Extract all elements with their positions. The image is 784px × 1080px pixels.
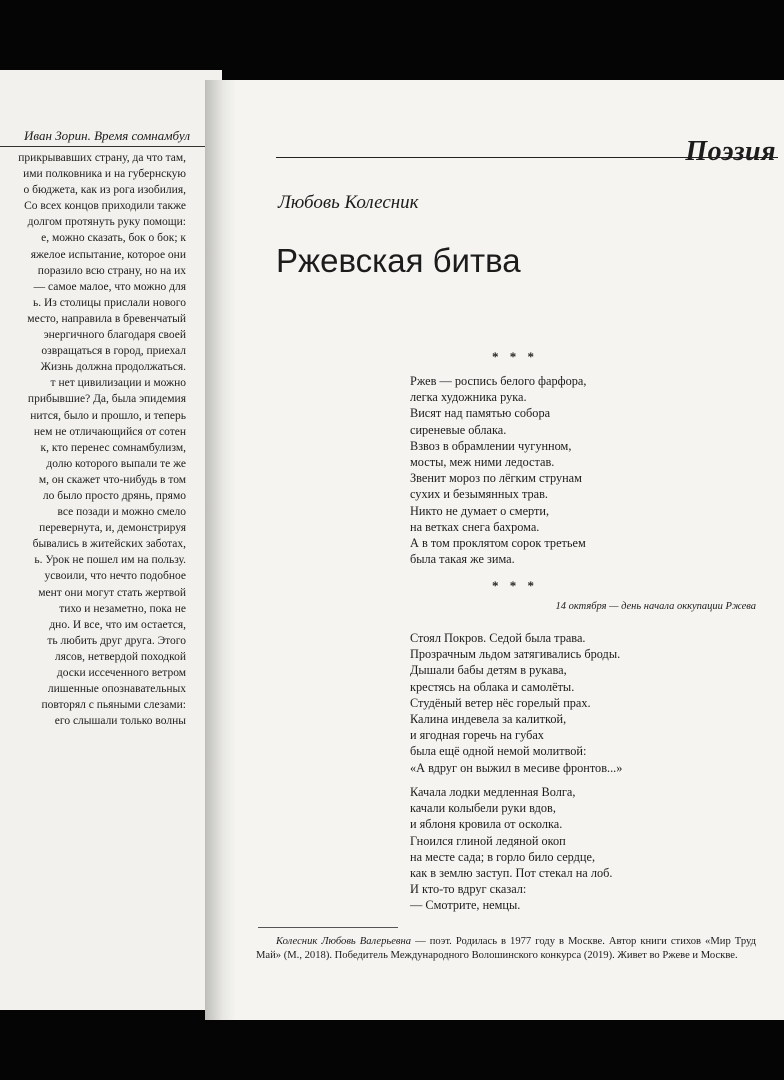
text-line: Жизнь должна продолжаться. (40, 361, 186, 374)
poem-line: Звенит мороз по лёгким струнам (410, 471, 582, 486)
poem-line: сухих и безымянных трав. (410, 487, 548, 502)
text-line: ь. Урок не пошел им на пользу. (34, 554, 186, 567)
text-line: место, направила в бревенчатый (27, 312, 186, 325)
text-line: энергичного благодаря своей (43, 329, 186, 342)
epigraph: 14 октября — день начала оккупации Ржева (555, 601, 756, 612)
poem-line: качали колыбели руки вдов, (410, 801, 556, 816)
poem-line: Студёный ветер нёс горелый прах. (410, 695, 591, 710)
poem-line: Никто не думает о смерти, (410, 503, 550, 518)
text-line: — самое малое, что можно для (33, 280, 186, 293)
book-gutter (205, 80, 235, 1020)
author-name: Любовь Колесник (278, 192, 419, 213)
poem-line: Прозрачным льдом затягивались броды. (410, 647, 621, 662)
poem-line: и ягодная горечь на губах (410, 728, 544, 743)
left-page (0, 70, 222, 1010)
text-line: Со всех концов приходили также (24, 200, 186, 213)
poem-2-stanza-1 (410, 630, 622, 776)
poem-line: — Смотрите, немцы. (410, 898, 521, 913)
section-title: Поэзия (685, 136, 776, 167)
poem-line: была ещё одной немой молитвой: (410, 744, 587, 759)
text-line: яжелое испытание, которое они (30, 248, 186, 261)
text-line: повторял с пьяными слезами: (41, 699, 186, 712)
text-line: прибывшие? Да, была эпидемия (27, 393, 186, 406)
poem-title: Ржевская битва (276, 242, 521, 279)
footnote-rule (258, 927, 398, 928)
stars-divider-1: * * * (492, 349, 538, 364)
stars-divider-2: * * * (492, 578, 538, 593)
poem-line: Взвоз в обрамлении чугунном, (410, 438, 572, 453)
poem-line: и яблоня кровила от осколка. (410, 817, 563, 832)
text-line: бывались в житейских заботах, (32, 538, 186, 551)
text-line: о бюджета, как из рога изобилия, (23, 184, 186, 197)
text-line: его слышали только волны (54, 715, 186, 728)
text-line: долгом протянуть руку помощи: (27, 216, 186, 229)
poem-line: была такая же зима. (410, 552, 515, 567)
poem-line: как в землю заступ. Пот стекал на лоб. (410, 865, 613, 880)
poem-line: Стоял Покров. Седой была трава. (410, 631, 586, 645)
text-line: все позади и можно смело (57, 506, 186, 519)
text-line: поразило всю страну, но на их (37, 264, 186, 277)
text-line: ть любить друг друга. Этого (47, 634, 186, 647)
text-line: дно. И все, что им остается, (49, 618, 186, 631)
text-line: к, кто перенес сомнамбулизм, (40, 441, 186, 454)
poem-line: легка художника рука. (410, 390, 527, 405)
text-line: е, можно сказать, бок о бок; к (41, 232, 186, 245)
text-line: усвоили, что нечто подобное (44, 570, 186, 583)
poem-line: Висят над памятью собора (410, 406, 551, 421)
poem-line: «А вдруг он выжил в месиве фронтов...» (410, 760, 623, 775)
footnote (256, 935, 756, 963)
text-line: лясов, нетвердой походкой (54, 650, 186, 663)
poem-line: крестясь на облака и самолёты. (410, 679, 575, 694)
poem-line: Калина индевела за калиткой, (410, 711, 567, 726)
text-line: лишенные опознавательных (47, 683, 186, 696)
text-line: доски иссеченного ветром (56, 667, 186, 679)
text-line: нится, было и прошло, и теперь (30, 409, 186, 422)
poem-line: А в том проклятом сорок третьем (410, 535, 586, 550)
right-page (222, 80, 784, 1020)
text-line: м, он скажет что-нибудь в том (38, 473, 186, 486)
footnote-text: — поэт. Родилась в 1977 году в Москве. Автор книги стихов «Мир Труд Май» (М., 2018). Победитель Международного Волошинского конкурса (2019). Живет во Ржеве и Москве. (256, 936, 756, 961)
poem-line: Дышали бабы детям в рукава, (410, 663, 567, 678)
text-line: озвращаться в город, приехал (41, 345, 186, 358)
text-line: ими полковника и на губернскую (23, 168, 186, 181)
text-line: ло было просто дрянь, прямо (42, 489, 186, 502)
poem-line: Ржев — роспись белого фарфора, (410, 374, 587, 388)
footnote-author: Колесник Любовь Валерьевна (276, 936, 412, 947)
running-header: Иван Зорин. Время сомнамбул (24, 128, 190, 143)
text-line: прикрывавших страну, да что там, (18, 152, 186, 164)
text-line: долю которого выпали те же (46, 457, 186, 470)
text-line: перевернута, и, демонстрируя (39, 522, 186, 535)
poem-1 (410, 373, 586, 567)
poem-line: сиреневые облака. (410, 422, 507, 437)
poem-line: на ветках снега бахрома. (410, 519, 540, 534)
text-line: ь. Из столицы прислали нового (32, 296, 186, 309)
text-line: т нет цивилизации и можно (50, 377, 186, 390)
text-line: нем не отличающийся от сотен (33, 425, 186, 438)
poem-line: Качала лодки медленная Волга, (410, 785, 576, 799)
poem-line: мосты, меж ними ледостав. (410, 454, 555, 469)
section-rule (276, 157, 778, 158)
header-rule (0, 146, 208, 147)
poem-line: И кто-то вдруг сказал: (410, 882, 527, 897)
left-page-text (0, 150, 186, 729)
poem-line: на месте сада; в горло било сердце, (410, 849, 596, 864)
text-line: тихо и незаметно, пока не (59, 602, 186, 615)
poem-2-stanza-2 (410, 784, 612, 914)
poem-line: Гноился глиной ледяной окоп (410, 833, 566, 848)
text-line: мент они могут стать жертвой (38, 586, 186, 599)
